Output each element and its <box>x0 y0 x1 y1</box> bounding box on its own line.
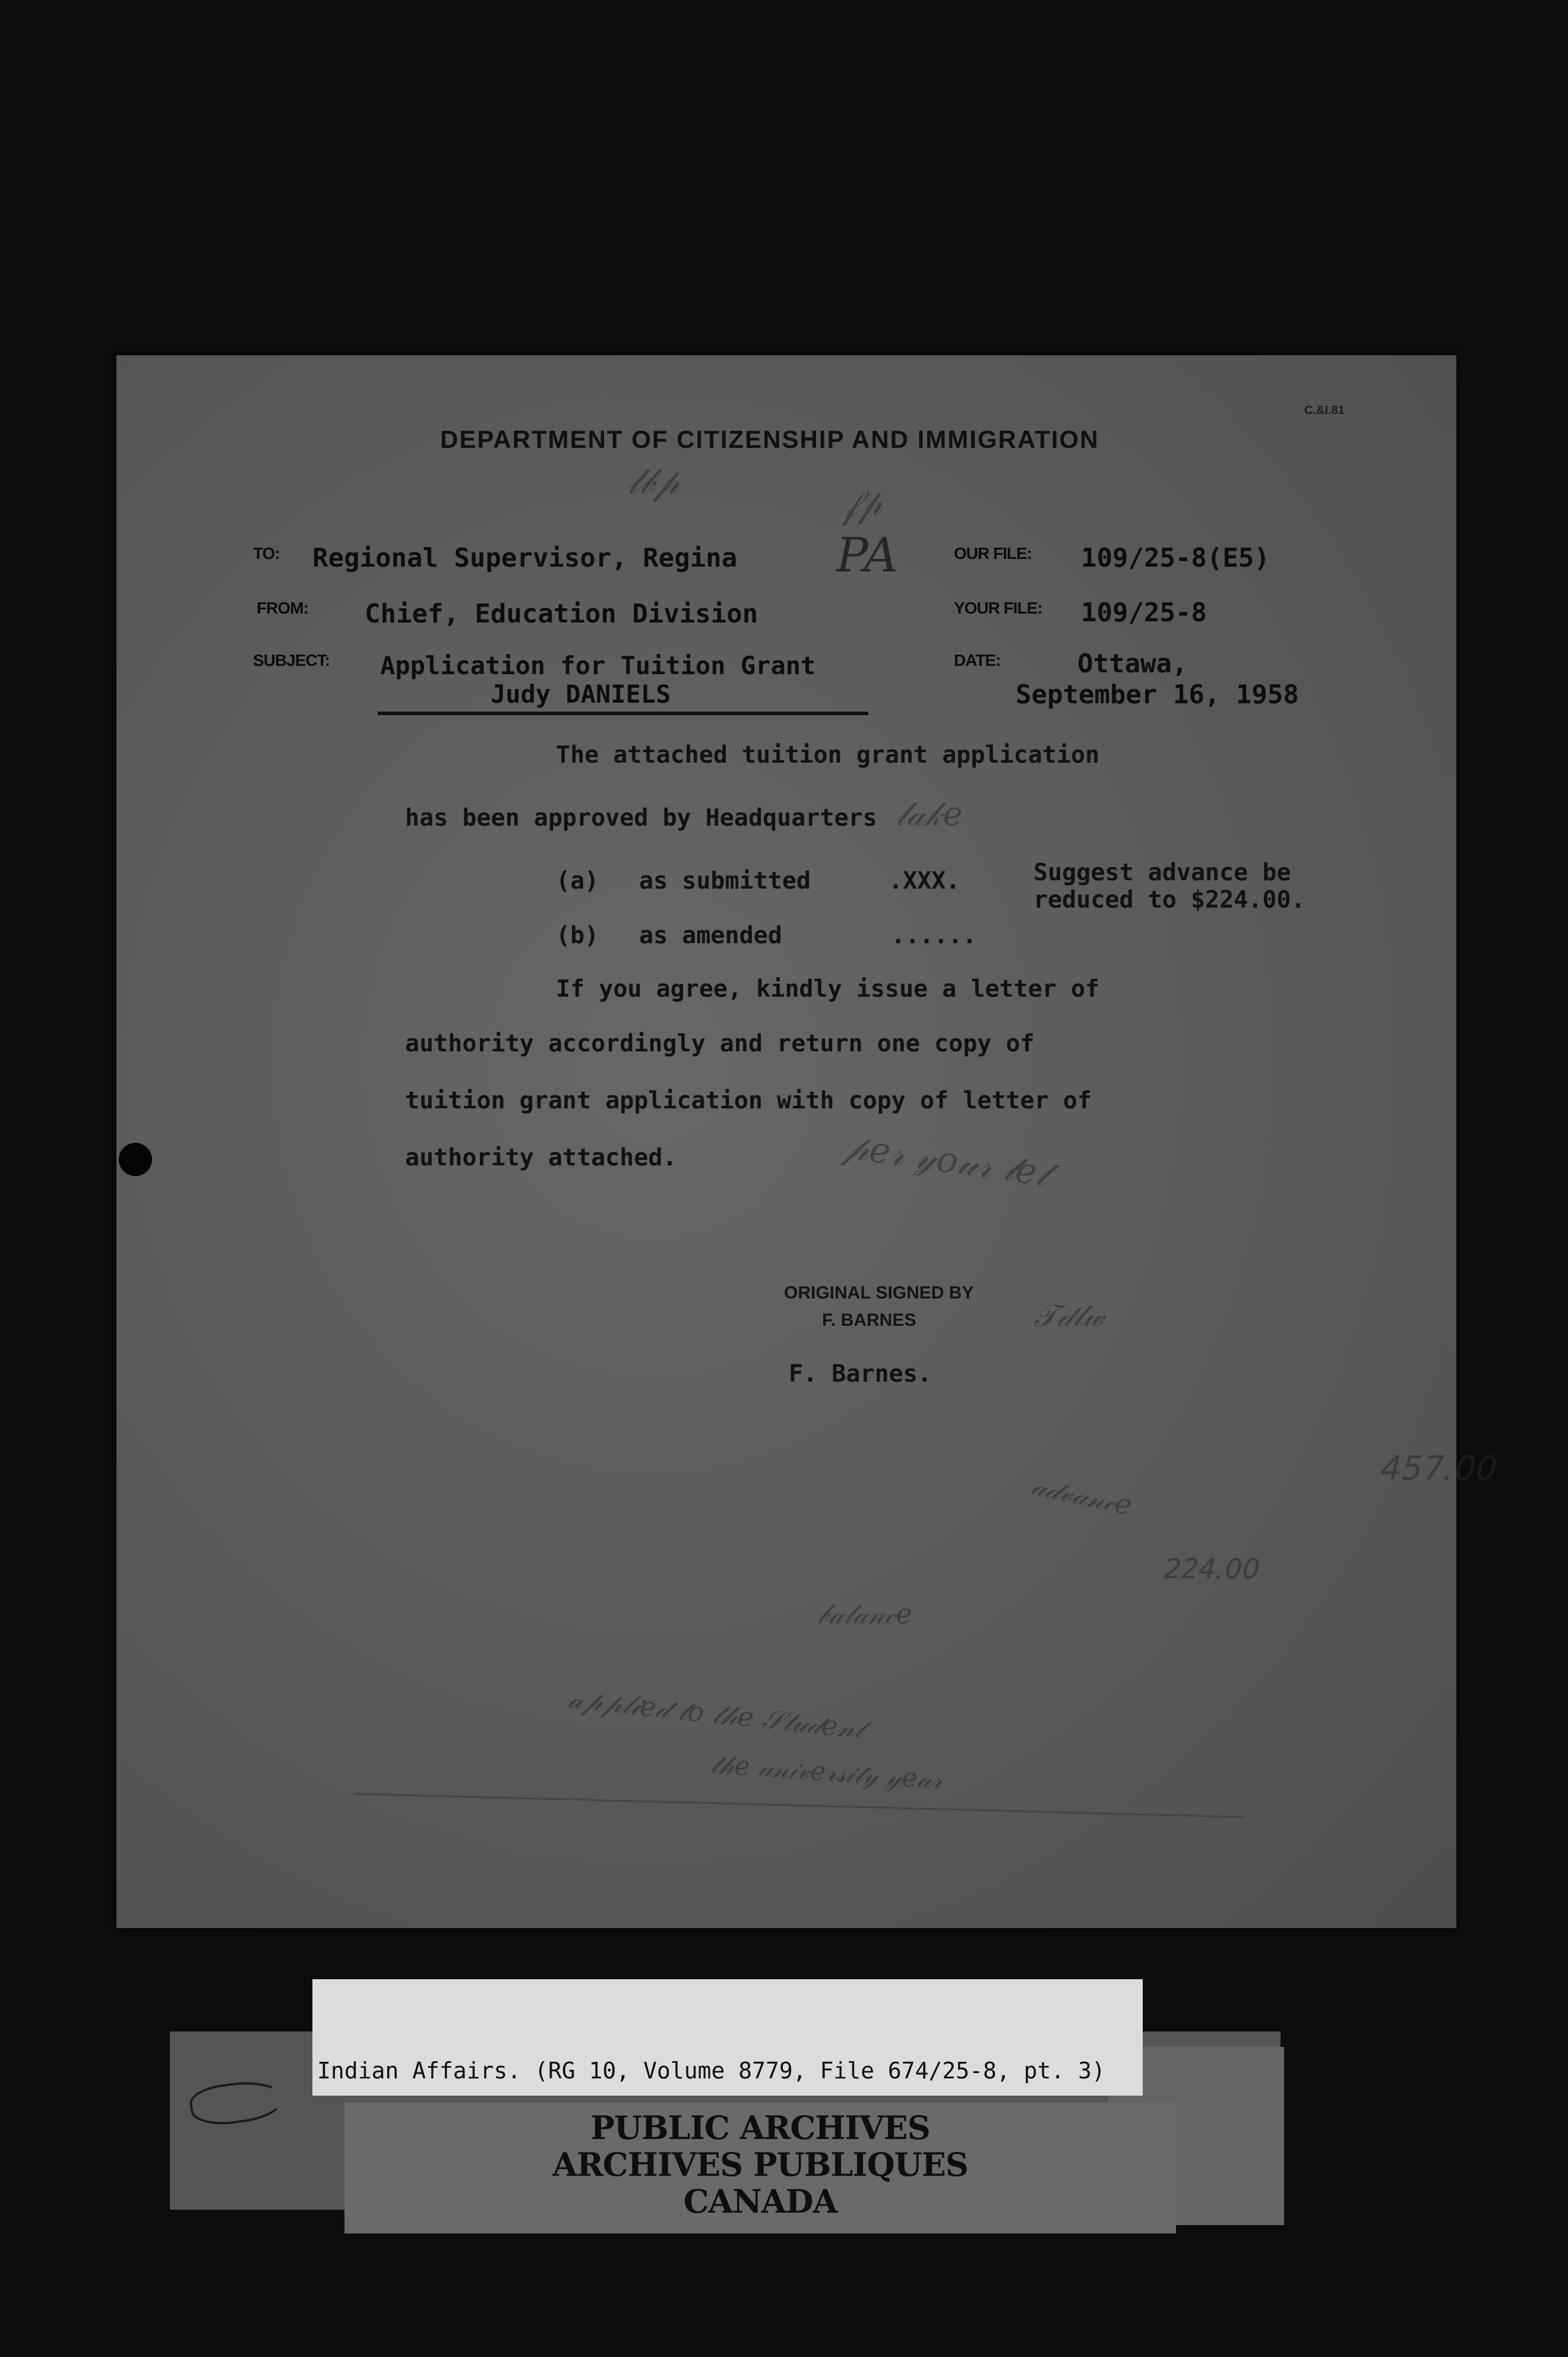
handwritten-note: 𝒷𝒶𝓁𝒶𝓃𝒸𝑒 <box>817 1598 912 1630</box>
form-code: C.&I.81 <box>1304 404 1345 417</box>
citation-text: Indian Affairs. (RG 10, Volume 8779, File 674/25-8, pt. 3) <box>317 2058 1105 2084</box>
handwritten-initials-2: 𝒯𝒹𝓁𝓌 <box>1033 1298 1105 1334</box>
to-value: Regional Supervisor, Regina <box>312 543 738 573</box>
to-label: TO: <box>253 544 280 563</box>
option-a-text: as submitted <box>639 867 811 895</box>
your-file-value: 109/25-8 <box>1081 598 1207 628</box>
body-line-1: The attached tuition grant application <box>556 741 1100 769</box>
handwritten-note: 𝓅𝑒𝓇 𝓎𝑜𝓊𝓇 𝓁𝑒𝓉 <box>841 1125 1052 1195</box>
citation-label <box>312 1979 1143 2096</box>
our-file-value: 109/25-8(E5) <box>1081 543 1270 573</box>
typed-signature: F. Barnes. <box>789 1360 932 1388</box>
option-b-mark: ...... <box>891 922 977 949</box>
handwritten-note: 𝓁𝒶𝓀𝑒 <box>896 795 963 833</box>
para2-line-2: authority accordingly and return one copy of <box>405 1030 1035 1057</box>
handwritten-initials: PA <box>836 527 899 583</box>
subject-underline <box>378 712 868 715</box>
faint-pencil-line <box>354 1793 1245 1818</box>
para2-line-3: tuition grant application with copy of letter of <box>405 1087 1092 1114</box>
body-line-2: has been approved by Headquarters <box>405 804 877 832</box>
handwritten-amount: 𝟤𝟤𝟦.𝟢𝟢 <box>1162 1553 1257 1585</box>
from-value: Chief, Education Division <box>365 599 758 629</box>
date-line-1: Ottawa, <box>1077 649 1188 679</box>
department-heading: DEPARTMENT OF CITIZENSHIP AND IMMIGRATION <box>440 425 1099 453</box>
your-file-label: YOUR FILE: <box>954 599 1042 617</box>
date-line-2: September 16, 1958 <box>1016 680 1299 710</box>
signature-stamp-line-1: ORIGINAL SIGNED BY <box>784 1283 974 1303</box>
archives-line-2: ARCHIVES PUBLIQUES <box>552 2146 968 2184</box>
option-b-text: as amended <box>639 922 782 949</box>
handwritten-scribble: 𝓁𝒷𝓅 <box>627 461 680 503</box>
archives-stamp <box>344 2103 1176 2233</box>
para2-line-4: authority attached. <box>405 1144 677 1171</box>
from-label: FROM: <box>257 599 308 617</box>
subject-line-1: Application for Tuition Grant <box>380 651 816 680</box>
option-a-note-line-2: reduced to $224.00. <box>1033 886 1305 914</box>
punch-hole <box>119 1143 152 1176</box>
subject-line-2: Judy DANIELS <box>491 680 671 709</box>
our-file-label: OUR FILE: <box>954 544 1032 563</box>
archives-line-3: CANADA <box>683 2182 837 2220</box>
para2-line-1: If you agree, kindly issue a letter of <box>556 975 1100 1003</box>
option-a-note-line-1: Suggest advance be <box>1033 859 1291 886</box>
handwritten-scribble: 𝒻𝓅 <box>839 481 885 527</box>
handwritten-note: 𝒶𝓅𝓅𝓁𝒾𝑒𝒹 𝓉𝑜 𝓉𝒽𝑒 𝒮𝓉𝓊𝒹𝑒𝓃𝓉 <box>567 1682 866 1745</box>
signature-stamp-line-2: F. BARNES <box>822 1310 916 1330</box>
option-a-label: (a) <box>556 867 599 895</box>
handwritten-note: 𝒶𝒹𝓋𝒶𝓃𝒸𝑒 <box>1029 1468 1135 1522</box>
option-b-label: (b) <box>556 922 599 949</box>
date-label: DATE: <box>954 651 1001 669</box>
subject-label: SUBJECT: <box>253 651 330 669</box>
handwritten-note: 𝓉𝒽𝑒 𝓊𝓃𝒾𝓋𝑒𝓇𝓈𝒾𝓉𝓎 𝓎𝑒𝒶𝓇 <box>709 1749 944 1796</box>
handwritten-amount: 𝟦𝟧𝟩.𝟢𝟢 <box>1378 1449 1494 1488</box>
archives-line-1: PUBLIC ARCHIVES <box>590 2109 930 2147</box>
option-a-mark: .XXX. <box>889 867 960 895</box>
memo-page <box>116 355 1494 1928</box>
